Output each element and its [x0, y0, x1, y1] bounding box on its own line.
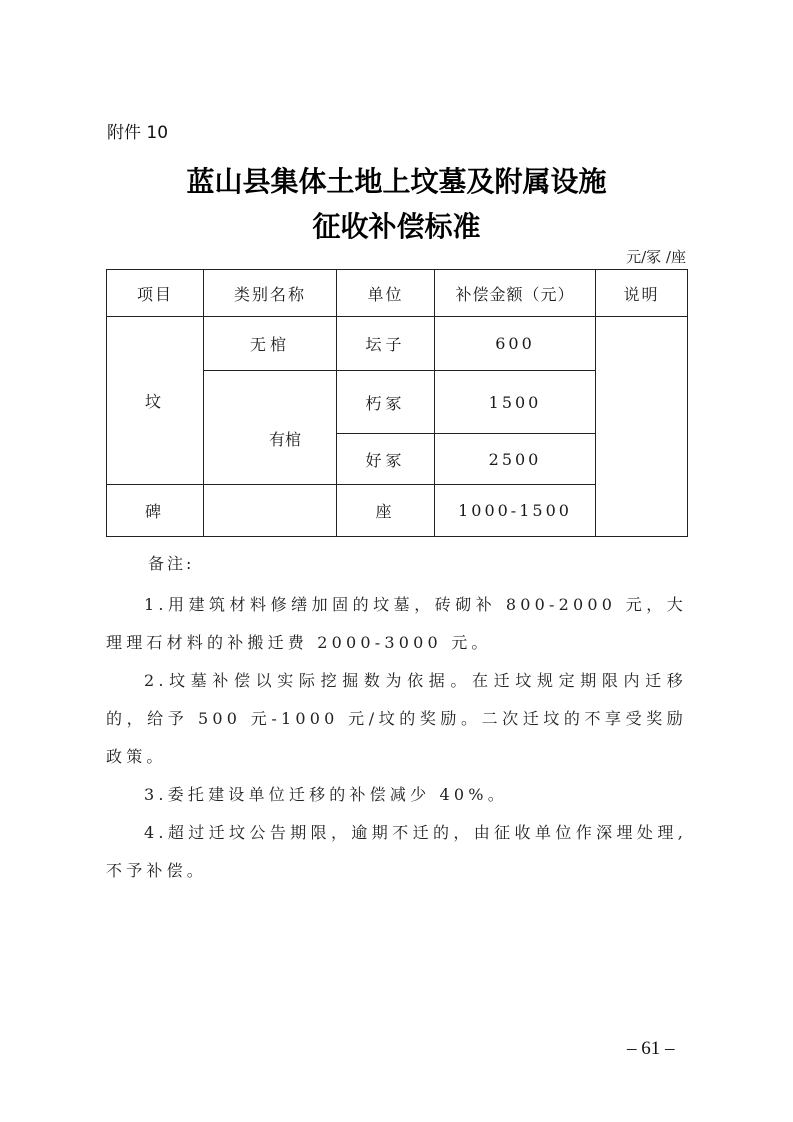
- note-item: 1.用建筑材料修缮加固的坟墓，砖砌补 800-2000 元，大理理石材料的补搬迁费 2000-3000 元。: [106, 595, 687, 652]
- note-item: 3.委托建设单位迁移的补偿减少 40%。: [144, 785, 508, 804]
- note-item: 4.超过迁坟公告期限，逾期不迁的，由征收单位作深埋处理,不予补偿。: [106, 823, 687, 880]
- annex-label: 附件 10: [107, 123, 169, 143]
- cell-unit: 好冢: [337, 434, 435, 485]
- note-item: 2.坟墓补偿以实际挖掘数为依据。在迁坟规定期限内迁移的，给予 500 元-1000 元/坟的奖励。二次迁坟的不享受奖励政策。: [106, 671, 687, 766]
- header-item: 项目: [107, 270, 204, 317]
- cell-amount: 600: [435, 317, 596, 371]
- cell-unit: 坛子: [337, 317, 435, 371]
- header-amount: 补偿金额（元）: [435, 270, 596, 317]
- cell-item: 碑: [107, 485, 204, 537]
- cell-remarks: [596, 317, 688, 537]
- cell-category: 无棺: [204, 317, 337, 371]
- unit-note: 元/冢 /座: [626, 248, 686, 266]
- compensation-table: [106, 269, 688, 537]
- cell-unit: 座: [337, 485, 435, 537]
- document-title-line-2: 征收补偿标准: [312, 210, 481, 243]
- cell-category: [204, 485, 337, 537]
- cell-amount: 1500: [435, 371, 596, 434]
- cell-category: 有棺: [204, 371, 337, 485]
- notes-heading: 备注:: [148, 554, 195, 573]
- header-remarks: 说明: [596, 270, 688, 317]
- document-title-line-1: 蓝山县集体土地上坟墓及附属设施: [186, 165, 607, 198]
- notes-list: [106, 586, 687, 890]
- cell-item: 坟: [107, 317, 204, 485]
- table-row: [107, 317, 688, 371]
- cell-amount: 2500: [435, 434, 596, 485]
- cell-amount: 1000-1500: [435, 485, 596, 537]
- table-header-row: [107, 270, 688, 317]
- header-unit: 单位: [337, 270, 435, 317]
- header-category: 类别名称: [204, 270, 337, 317]
- cell-unit: 朽冢: [337, 371, 435, 434]
- page-number: – 61 –: [627, 1038, 675, 1059]
